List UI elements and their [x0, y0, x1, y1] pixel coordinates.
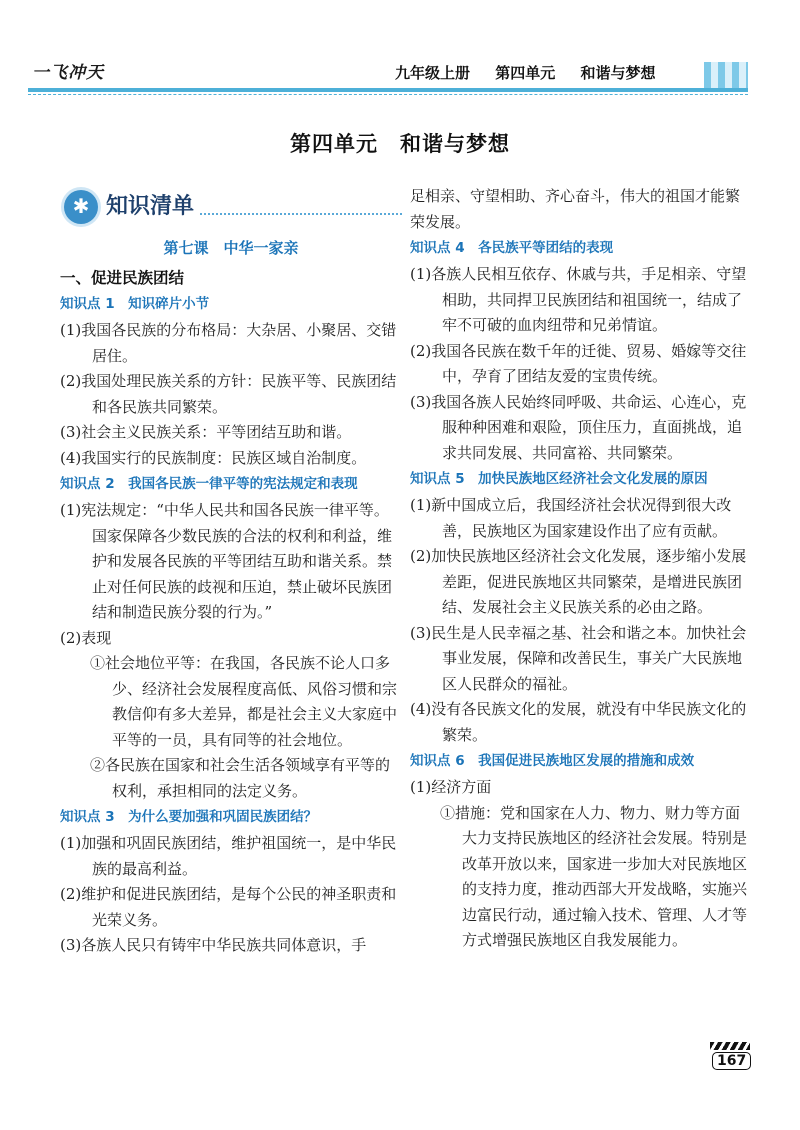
stripes-decoration — [710, 1042, 750, 1050]
checker-decoration — [704, 62, 748, 88]
page-header — [0, 0, 800, 100]
knowledge-point-title: 知识点 3 为什么要加强和巩固民族团结？ — [60, 809, 318, 825]
topic-label: 和谐与梦想 — [580, 64, 656, 82]
list-item: (3)各族人民只有铸牢中华民族共同体意识，手 — [60, 936, 367, 954]
list-item: (4)没有各民族文化的发展，就没有中华民族文化的繁荣。 — [410, 700, 747, 744]
lesson-title: 第七课 中华一家亲 — [163, 239, 299, 257]
list-item: (2)加快民族地区经济社会文化发展，逐步缩小发展差距，促进民族地区共同繁荣，是增进民族团结、发展社会主义民族关系的必由之路。 — [410, 547, 747, 616]
knowledge-point-title: 知识点 5 加快民族地区经济社会文化发展的原因 — [410, 471, 708, 487]
badge-title: 知识清单 — [106, 194, 195, 220]
page-number: 167 — [712, 1052, 751, 1070]
grade-label: 九年级上册 — [395, 64, 471, 82]
list-item: (1)新中国成立后，我国经济社会状况得到很大改善，民族地区为国家建设作出了应有贡献。 — [410, 496, 732, 540]
list-item: (3)社会主义民族关系：平等团结互助和谐。 — [60, 423, 352, 441]
list-item: (1)宪法规定：“中华人民共和国各民族一律平等。国家保障各少数民族的合法的权利和利益，维护和发展各民族的平等团结互助和谐关系。禁止对任何民族的歧视和压迫，禁止破坏民族团结和制造民族分裂的行为。” — [60, 501, 393, 621]
list-item: (3)民生是人民幸福之基、社会和谐之本。加快社会事业发展，保障和改善民生，事关广大民族地区人民群众的福祉。 — [410, 623, 747, 693]
knowledge-point-title: 知识点 4 各民族平等团结的表现 — [410, 240, 614, 256]
list-item: (2)我国各民族在数千年的迁徙、贸易、婚嫁等交往中，孕育了团结友爱的宝贵传统。 — [410, 341, 747, 385]
knowledge-point-title: 知识点 2 我国各民族一律平等的宪法规定和表现 — [60, 476, 358, 492]
right-column — [410, 184, 752, 954]
knowledge-list-badge — [64, 184, 402, 230]
header-rule — [28, 88, 748, 92]
sub-item: ①社会地位平等：在我国，各民族不论人口多少、经济社会发展程度高低、风俗习惯和宗教信仰有多大差异，都是社会主义大家庭中平等的一员，具有同等的社会地位。 — [90, 654, 398, 749]
list-item: (2)我国处理民族关系的方针：民族平等、民族团结和各民族共同繁荣。 — [60, 372, 397, 416]
page-number-box — [710, 1042, 756, 1070]
badge-dotted-line — [200, 213, 402, 217]
list-item: (2)表现 — [60, 628, 112, 647]
sub-item: ②各民族在国家和社会生活各领域享有平等的权利，承担相同的法定义务。 — [90, 756, 391, 800]
knowledge-point-title: 知识点 1 知识碎片小节 — [60, 296, 210, 312]
list-item: (2)维护和促进民族团结，是每个公民的神圣职责和光荣义务。 — [60, 885, 397, 929]
list-item: (4)我国实行的民族制度：民族区域自治制度。 — [60, 448, 367, 467]
sub-item: ①措施：党和国家在人力、物力、财力等方面大力支持民族地区的经济社会发展。特别是改革开放以来，国家进一步加大对民族地区的支持力度，推动西部大开发战略，实施兴边富民行动，通过输入技术、管理、人才等方式增强民族地区自我发展能力。 — [440, 803, 748, 949]
running-head — [395, 62, 676, 83]
knowledge-point-title: 知识点 6 我国促进民族地区发展的措施和成效 — [410, 753, 695, 769]
list-item: (1)各族人民相互依存、休戚与共，手足相亲、守望相助，共同捍卫民族团结和祖国统一，结成了牢不可破的血肉纽带和兄弟情谊。 — [410, 265, 747, 334]
list-item: (1)我国各民族的分布格局：大杂居、小聚居、交错居住。 — [60, 321, 397, 365]
puzzle-icon: ✱ — [64, 190, 98, 224]
continued-text: 足相亲、守望相助、齐心奋斗，伟大的祖国才能繁荣发展。 — [410, 187, 741, 231]
list-item: (1)经济方面 — [410, 778, 492, 796]
brand-logo: 一飞冲天 — [32, 63, 104, 83]
list-item: (3)我国各族人民始终同呼吸、共命运、心连心，克服种种困难和艰险，顶住压力，直面挑战，追求共同发展、共同富裕、共同繁荣。 — [410, 392, 747, 462]
unit-label: 第四单元 — [495, 64, 556, 82]
header-dashed-rule — [28, 94, 748, 96]
unit-title: 第四单元 和谐与梦想 — [290, 132, 510, 156]
list-item: (1)加强和巩固民族团结，维护祖国统一，是中华民族的最高利益。 — [60, 834, 397, 878]
left-column — [60, 178, 402, 959]
section-heading: 一、促进民族团结 — [60, 268, 185, 287]
